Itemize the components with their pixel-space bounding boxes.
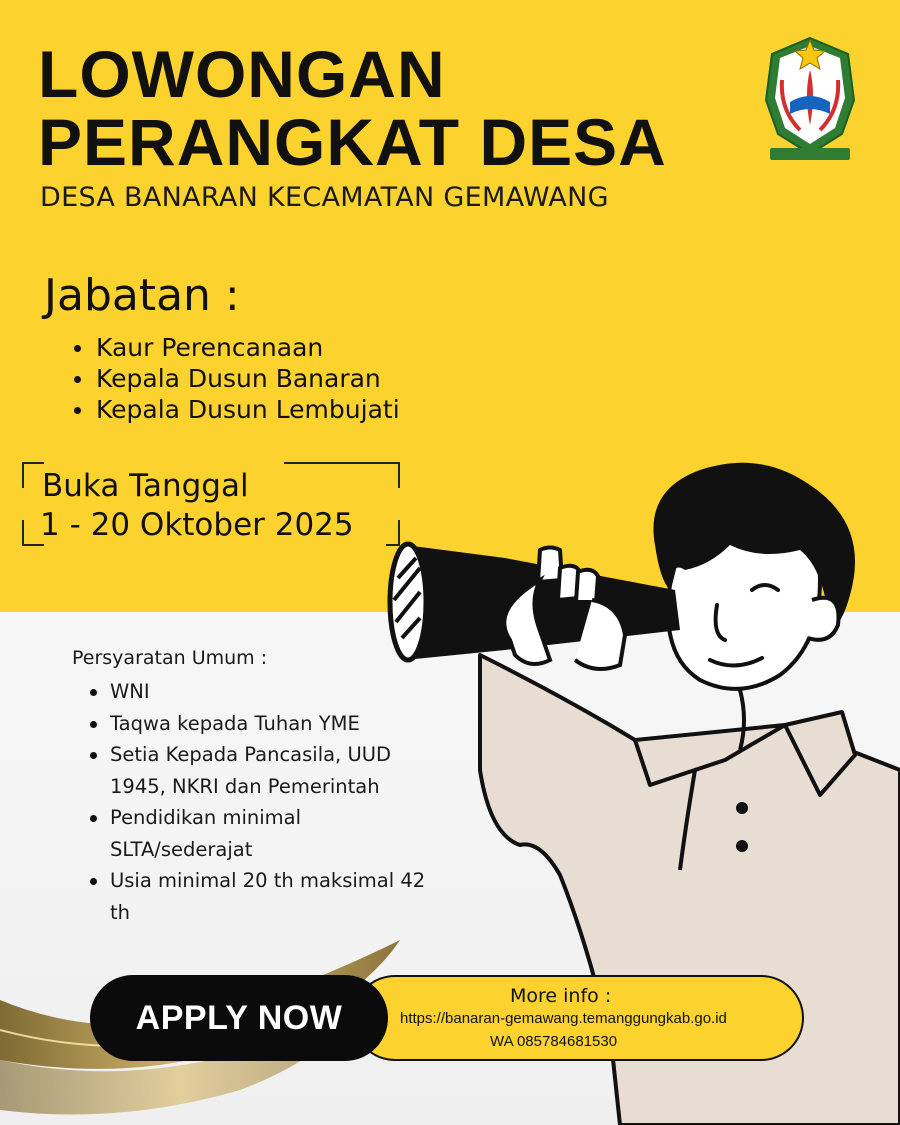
requirement-item: Taqwa kepada Tuhan YME	[88, 708, 448, 740]
title-line-1: LOWONGAN	[38, 37, 446, 111]
requirement-item: Usia minimal 20 th maksimal 42 th	[88, 865, 448, 928]
apply-now-button[interactable]: APPLY NOW	[90, 975, 388, 1061]
opening-dates: 1 - 20 Oktober 2025	[40, 507, 354, 543]
poster-subtitle: DESA BANARAN KECAMATAN GEMAWANG	[40, 182, 609, 213]
more-info-label: More info :	[510, 985, 612, 1007]
position-item: Kepala Dusun Banaran	[72, 363, 400, 394]
title-line-2: PERANGKAT DESA	[38, 105, 667, 179]
requirement-item: Pendidikan minimal SLTA/sederajat	[88, 802, 448, 865]
requirement-item: Setia Kepada Pancasila, UUD 1945, NKRI dan Pemerintah	[88, 739, 448, 802]
regency-crest-icon	[760, 30, 860, 170]
poster-title	[38, 37, 667, 179]
position-item: Kepala Dusun Lembujati	[72, 394, 400, 425]
whatsapp-number: WA 085784681530	[490, 1033, 618, 1050]
info-url-link[interactable]: https://banaran-gemawang.temanggungkab.go.id	[400, 1010, 727, 1027]
opening-label: Buka Tanggal	[42, 468, 249, 504]
requirement-item: WNI	[88, 676, 448, 708]
positions-heading: Jabatan :	[44, 270, 240, 321]
positions-list	[72, 332, 400, 425]
requirements-heading: Persyaratan Umum :	[72, 647, 268, 669]
position-item: Kaur Perencanaan	[72, 332, 400, 363]
